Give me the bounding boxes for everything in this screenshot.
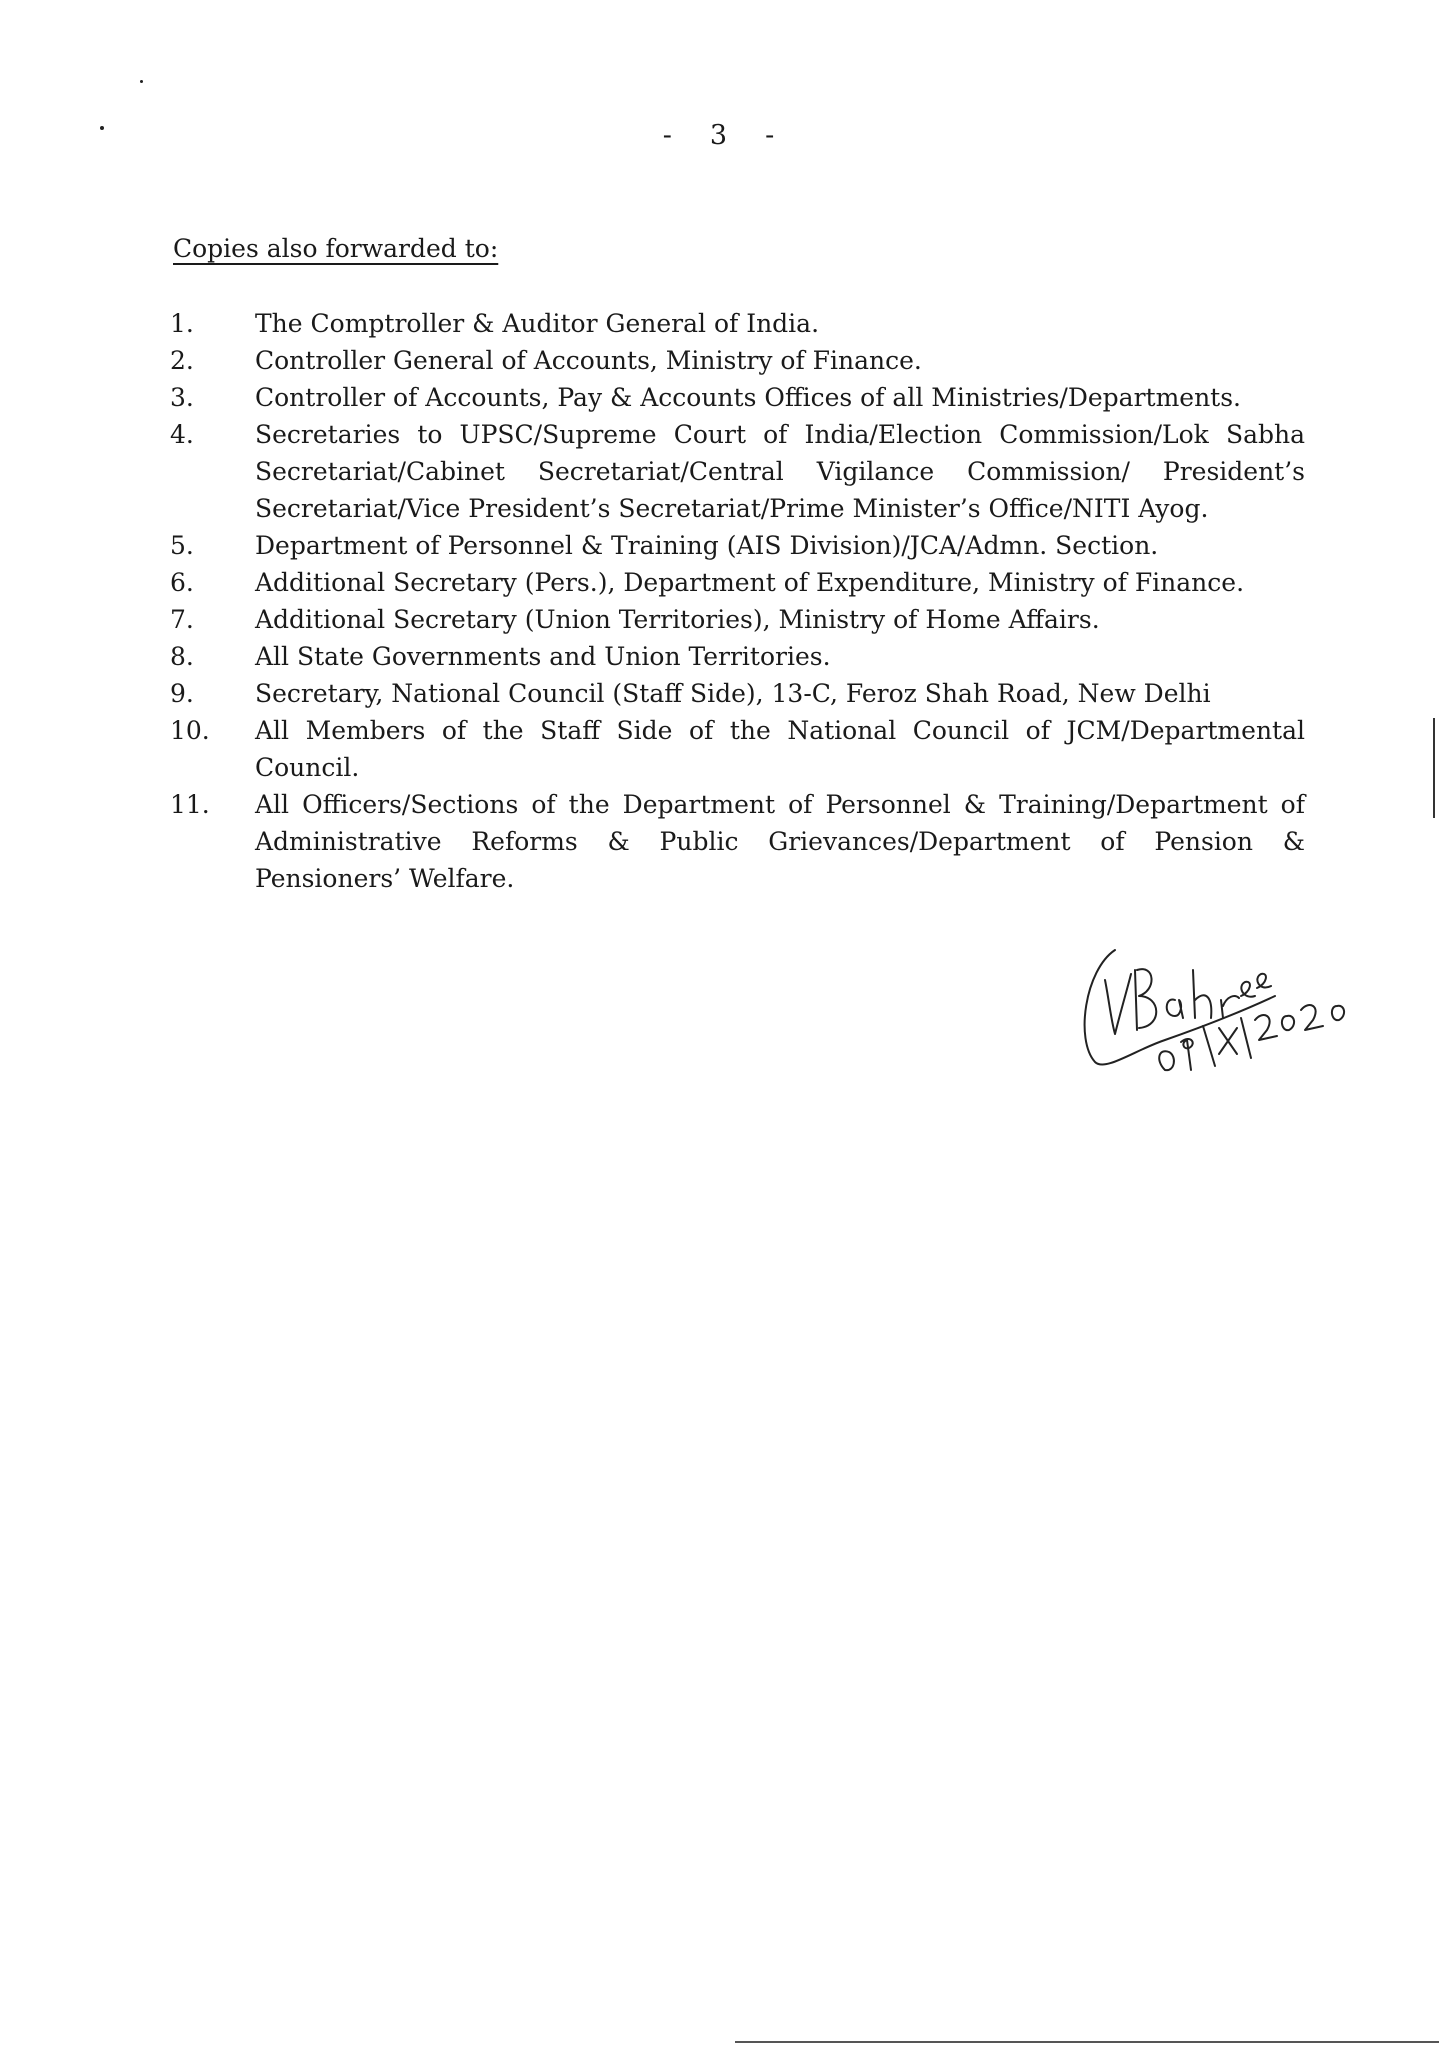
signature-name	[1375, 930, 1376, 931]
item-number: 6.	[170, 568, 194, 597]
handwritten-signature	[1075, 930, 1375, 1090]
page-number	[0, 120, 1439, 151]
list-item	[170, 379, 1305, 416]
list-item	[170, 786, 1305, 897]
item-number: 3.	[170, 383, 194, 412]
footer-rule	[735, 2041, 1439, 2043]
item-number: 8.	[170, 642, 194, 671]
recipient-list	[170, 305, 1305, 897]
item-number: 9.	[170, 679, 194, 708]
copies-forwarded-heading: Copies also forwarded to:	[173, 234, 499, 263]
item-text: Controller General of Accounts, Ministry of Finance.	[255, 346, 922, 375]
item-text: Additional Secretary (Pers.), Department of Expenditure, Ministry of Finance.	[255, 568, 1245, 597]
signature-date	[1375, 930, 1376, 931]
list-item	[170, 416, 1305, 527]
scan-margin-line	[1433, 718, 1435, 818]
list-item	[170, 712, 1305, 786]
signature-drawing	[1075, 930, 1375, 1090]
item-number: 4.	[170, 420, 194, 449]
list-item	[170, 527, 1305, 564]
item-number: 2.	[170, 346, 194, 375]
item-number: 10.	[170, 716, 210, 745]
scan-speck	[140, 80, 143, 83]
item-number: 5.	[170, 531, 194, 560]
list-item	[170, 305, 1305, 342]
page-number-dash-left: -	[662, 120, 674, 151]
list-item	[170, 675, 1305, 712]
page-number-dash-right: -	[765, 120, 777, 151]
item-text: All Members of the Staff Side of the National Council of JCM/Departmental Council.	[255, 716, 1305, 782]
list-item	[170, 564, 1305, 601]
list-item	[170, 638, 1305, 675]
item-text: Secretary, National Council (Staff Side), 13-C, Feroz Shah Road, New Delhi	[255, 679, 1211, 708]
item-text: Secretaries to UPSC/Supreme Court of India/Election Commission/Lok Sabha Secretariat/Cabinet Secretariat/Central Vigilance Commission/ President’s Secretariat/Vice President’s Secretariat/Prime Minister’s Office/NITI Ayog.	[255, 420, 1305, 523]
item-number: 11.	[170, 790, 210, 819]
item-number: 1.	[170, 309, 194, 338]
item-text: The Comptroller & Auditor General of India.	[255, 309, 820, 338]
item-text: Additional Secretary (Union Territories), Ministry of Home Affairs.	[255, 605, 1100, 634]
list-item	[170, 342, 1305, 379]
item-number: 7.	[170, 605, 194, 634]
item-text: All State Governments and Union Territories.	[255, 642, 831, 671]
item-text: Controller of Accounts, Pay & Accounts Offices of all Ministries/Departments.	[255, 383, 1241, 412]
item-text: All Officers/Sections of the Department of Personnel & Training/Department of Administrative Reforms & Public Grievances/Department of Pension & Pensioners’ Welfare.	[255, 790, 1305, 893]
page-number-value: 3	[709, 120, 730, 151]
item-text: Department of Personnel & Training (AIS Division)/JCA/Admn. Section.	[255, 531, 1159, 560]
list-item	[170, 601, 1305, 638]
